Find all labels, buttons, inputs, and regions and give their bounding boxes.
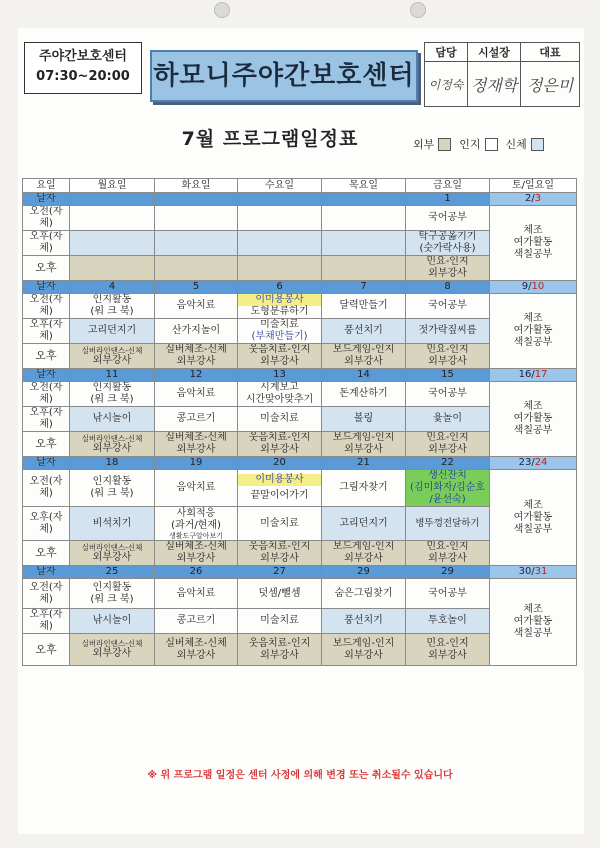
weekend-item: 여가활동: [513, 413, 553, 424]
date-cell: 14: [322, 369, 406, 382]
activity-cell: [238, 382, 322, 407]
activity-cell: 풍선치기: [322, 609, 406, 634]
activity-line: 민요-인지: [426, 432, 469, 443]
header-cell: 화요일: [155, 179, 238, 193]
activity-cell: 음악치료: [155, 470, 238, 507]
weekend-item: 여가활동: [513, 325, 553, 336]
activity-line: 인지활동: [92, 581, 132, 593]
date-cell: [238, 193, 322, 206]
weekend-item: 체조: [523, 225, 543, 236]
date-cell: 22: [406, 457, 490, 470]
activity-line: 실버체조-신체: [165, 432, 227, 443]
activity-line: 인지활동: [92, 294, 132, 305]
activity-line: 시계보고: [260, 382, 299, 393]
activity-line: 외부강사: [260, 649, 299, 661]
table-row: [23, 206, 577, 231]
activity-line: (숫가락사용): [419, 243, 476, 254]
activity-line: 실버체조-신체: [165, 344, 227, 355]
activity-line: 외부강사: [428, 649, 467, 661]
activity-line: 웃음치료-인지: [248, 344, 311, 355]
weekend-item: 여가활동: [513, 511, 553, 523]
activity-line: 인지활동: [92, 476, 132, 487]
activity-line: 외부강사: [176, 356, 216, 367]
activity-cell: [406, 432, 490, 457]
table-row: [23, 579, 577, 609]
slot-label: 오후(자체): [23, 609, 70, 634]
legend-physical-label: 신체: [505, 138, 527, 151]
activity-cell: 윷놀이: [406, 407, 490, 432]
slot-label: 오후(자체): [23, 407, 70, 432]
activity-line: 외부강사: [92, 551, 132, 563]
activity-cell: [155, 231, 238, 256]
activity-cell: [70, 470, 155, 507]
activity-line: 외부강사: [92, 442, 132, 454]
date-label: 날자: [23, 457, 70, 470]
activity-cell: [155, 256, 238, 281]
legend-cognitive-label: 인지: [459, 138, 481, 151]
activity-cell: 낚시놀이: [70, 407, 155, 432]
activity-cell: [238, 206, 322, 231]
sunday-date: 31: [534, 566, 548, 577]
activity-cell: [406, 634, 490, 666]
activity-cell: [238, 294, 322, 319]
activity-cell: 그림자찾기: [322, 470, 406, 507]
activity-cell: [406, 256, 490, 281]
activity-cell: [155, 344, 238, 369]
date-cell: 12: [155, 369, 238, 382]
weekend-activities: [490, 294, 577, 369]
activity-cell: [70, 634, 155, 666]
activity-cell: 음악치료: [155, 382, 238, 407]
weekend-item: 체조: [523, 401, 543, 412]
activity-highlight: 이미용봉사: [238, 294, 321, 306]
date-cell: [322, 193, 406, 206]
weekend-date-cell: 23/24: [490, 457, 577, 470]
weekend-item: 색칠공부: [513, 249, 553, 260]
activity-line: 생활도구알아보기: [168, 531, 224, 540]
activity-line: 외부강사: [260, 444, 299, 455]
header-cell: 토/일요일: [490, 179, 577, 193]
activity-line: 인지활동: [92, 382, 132, 393]
saturday-date: 23: [518, 457, 532, 468]
punch-hole: [214, 2, 230, 18]
weekend-date-cell: 30/31: [490, 566, 577, 579]
date-row: [23, 457, 577, 470]
date-cell: 6: [238, 281, 322, 294]
activity-cell: [70, 432, 155, 457]
activity-line: 외부강사: [428, 553, 467, 564]
weekend-activities: [490, 382, 577, 457]
weekend-item: 체조: [523, 604, 543, 615]
table-row: [23, 294, 577, 319]
activity-cell: 국어공부: [406, 382, 490, 407]
weekend-item: 체조: [523, 499, 543, 511]
activity-cell: [406, 541, 490, 566]
activity-cell: 콩고르기: [155, 407, 238, 432]
slot-label: 오전(자체): [23, 294, 70, 319]
activity-line: 외부강사: [92, 354, 132, 366]
activity-line: 외부강사: [428, 268, 467, 279]
activity-cell: [322, 634, 406, 666]
activity-line: (과거/현재): [171, 519, 221, 531]
activity-line: 보드게임-인지: [332, 432, 395, 443]
weekday-header-row: [23, 179, 577, 193]
slot-label: 오전(자체): [23, 206, 70, 231]
activity-line: 외부강사: [260, 356, 299, 367]
page-title: 하모니주야간보호센터: [150, 50, 418, 102]
date-label: 날자: [23, 193, 70, 206]
weekend-item: 색칠공부: [513, 523, 553, 535]
activity-cell: [70, 256, 155, 281]
activity-cell: 숨은그림찾기: [322, 579, 406, 609]
activity-cell: 음악치료: [155, 579, 238, 609]
saturday-date: 30: [518, 566, 532, 577]
approval-table: [424, 42, 580, 107]
legend-external-label: 외부: [413, 138, 435, 151]
slot-label: 오후: [23, 432, 70, 457]
approval-role: 대표: [521, 43, 580, 62]
weekend-item: 색칠공부: [513, 425, 553, 436]
activity-cell: [406, 231, 490, 256]
activity-cell: 음악치료: [155, 294, 238, 319]
saturday-date: 16: [518, 369, 532, 380]
saturday-date: 2: [524, 193, 532, 204]
weekend-date-cell: 16/17: [490, 369, 577, 382]
activity-line: 실버라인댄스-신체: [81, 542, 143, 552]
activity-cell: 산가지놀이: [155, 319, 238, 344]
center-name: 주야간보호센터: [39, 49, 127, 64]
activity-cell: 국어공부: [406, 206, 490, 231]
weekend-item: 여가활동: [513, 237, 553, 248]
activity-cell: [155, 634, 238, 666]
activity-line: 실버체조-신체: [165, 637, 227, 649]
date-cell: 8: [406, 281, 490, 294]
activity-line: 사회적응: [176, 507, 216, 519]
operating-hours: 07:30~20:00: [36, 69, 130, 84]
activity-cell: 콩고르기: [155, 609, 238, 634]
activity-cell: 달력만들기: [322, 294, 406, 319]
activity-line: 보드게임-인지: [332, 637, 395, 649]
header-cell: 목요일: [322, 179, 406, 193]
schedule-subtitle: 7월 프로그램일정표: [181, 128, 359, 150]
date-label: 날자: [23, 566, 70, 579]
activity-cell: [238, 541, 322, 566]
date-cell: 29: [406, 566, 490, 579]
activity-line: 실버체조-신체: [165, 541, 227, 552]
activity-line: 외부강사: [344, 356, 383, 367]
activity-line: 탁구공옮기기: [418, 231, 477, 242]
date-cell: 21: [322, 457, 406, 470]
date-cell: 11: [70, 369, 155, 382]
activity-line: 생신잔치: [428, 470, 467, 481]
activity-cell: [70, 231, 155, 256]
activity-line: 민요-인지: [426, 344, 469, 355]
activity-line: 실버라인댄스-신체: [81, 345, 143, 355]
slot-label: 오전(자체): [23, 382, 70, 407]
activity-line: 민요-인지: [426, 256, 469, 267]
activity-cell: 투호놀이: [406, 609, 490, 634]
date-row: [23, 281, 577, 294]
date-row: [23, 193, 577, 206]
weekend-activities: [490, 579, 577, 666]
activity-cell: [406, 344, 490, 369]
activity-cell-birthday: [406, 470, 490, 507]
date-cell: 15: [406, 369, 490, 382]
activity-cell: [322, 231, 406, 256]
activity-line: (워 크 북): [90, 593, 134, 605]
date-cell: 5: [155, 281, 238, 294]
legend-physical-swatch: [531, 138, 544, 151]
activity-line: 외부강사: [344, 444, 383, 455]
date-cell: 26: [155, 566, 238, 579]
activity-line: /윤선숙): [429, 494, 466, 505]
weekend-item: 색칠공부: [513, 337, 553, 348]
activity-line: 웃음치료-인지: [248, 432, 311, 443]
activity-cell: [322, 541, 406, 566]
activity-line: 외부강사: [344, 649, 383, 661]
date-row: [23, 566, 577, 579]
activity-line: 민요-인지: [426, 637, 469, 649]
date-cell: 13: [238, 369, 322, 382]
weekend-item: 색칠공부: [513, 628, 553, 639]
notice-text: ※ 위 프로그램 일정은 센터 사정에 의해 변경 또는 취소될수 있습니다: [147, 770, 453, 781]
date-label: 날자: [23, 369, 70, 382]
activity-line: 민요-인지: [426, 541, 469, 552]
activity-line: (워 크 북): [90, 488, 134, 499]
activity-cell: [238, 231, 322, 256]
activity-line: 보드게임-인지: [332, 541, 395, 552]
sunday-date: 10: [531, 281, 545, 292]
activity-cell: [238, 319, 322, 344]
activity-cell: 돈계산하기: [322, 382, 406, 407]
date-cell: 25: [70, 566, 155, 579]
date-cell: [155, 193, 238, 206]
schedule-table: [22, 178, 577, 666]
date-cell: 18: [70, 457, 155, 470]
activity-cell: 미술치료: [238, 407, 322, 432]
activity-line: 외부강사: [176, 553, 216, 564]
sunday-date: 17: [534, 369, 548, 380]
header-cell: 월요일: [70, 179, 155, 193]
header-cell: 금요일: [406, 179, 490, 193]
sunday-date: 3: [534, 193, 542, 204]
activity-highlight: 이미용봉사: [238, 474, 321, 486]
activity-cell: [238, 344, 322, 369]
weekend-activities: [490, 206, 577, 281]
activity-cell: [322, 256, 406, 281]
legend: [413, 136, 548, 152]
activity-cell: [322, 206, 406, 231]
date-cell: 1: [406, 193, 490, 206]
header-cell: 수요일: [238, 179, 322, 193]
weekend-activities: [490, 470, 577, 566]
activity-cell: [70, 541, 155, 566]
date-cell: 4: [70, 281, 155, 294]
date-cell: 19: [155, 457, 238, 470]
activity-cell: [70, 579, 155, 609]
activity-cell: [155, 507, 238, 541]
legend-cognitive-swatch: [485, 138, 498, 151]
activity-cell: 젓가락짚씨름: [406, 319, 490, 344]
slot-label: 오후(자체): [23, 507, 70, 541]
activity-cell: [70, 344, 155, 369]
activity-cell: 국어공부: [406, 294, 490, 319]
activity-line: (워 크 북): [90, 306, 134, 317]
center-info-box: [24, 42, 142, 94]
weekend-date-cell: 2/3: [490, 193, 577, 206]
activity-line: 시간맞아맞추기: [245, 394, 314, 405]
activity-cell: [238, 470, 322, 507]
slot-label: 오전(자체): [23, 470, 70, 507]
activity-cell: [155, 206, 238, 231]
activity-line: (김미화자/김순호: [410, 482, 485, 493]
activity-cell: 낚시놀이: [70, 609, 155, 634]
date-cell: 20: [238, 457, 322, 470]
activity-cell: [155, 541, 238, 566]
activity-cell: 볼링: [322, 407, 406, 432]
activity-cell: 미술치료: [238, 609, 322, 634]
activity-cell: [155, 432, 238, 457]
legend-external-swatch: [438, 138, 451, 151]
activity-cell: 비석치기: [70, 507, 155, 541]
activity-cell: 고리던지기: [322, 507, 406, 541]
activity-cell: [70, 382, 155, 407]
slot-label: 오후(자체): [23, 319, 70, 344]
date-label: 날자: [23, 281, 70, 294]
activity-cell: 덧셈/뺄셈: [238, 579, 322, 609]
activity-line: 웃음치료-인지: [248, 541, 311, 552]
date-cell: 29: [322, 566, 406, 579]
slot-label: 오후: [23, 256, 70, 281]
signature: 정재학: [468, 62, 521, 107]
activity-line: 외부강사: [344, 553, 383, 564]
activity-cell: [322, 344, 406, 369]
activity-cell: [70, 294, 155, 319]
weekend-item: 여가활동: [513, 616, 553, 627]
date-cell: [70, 193, 155, 206]
weekend-item: 체조: [523, 313, 543, 324]
approval-role: 시설장: [468, 43, 521, 62]
activity-line: 외부강사: [428, 444, 467, 455]
approval-role: 담당: [425, 43, 468, 62]
activity-line: 웃음치료-인지: [248, 637, 311, 649]
saturday-date: 9: [521, 281, 529, 292]
punch-hole: [410, 2, 426, 18]
activity-cell: [70, 206, 155, 231]
activity-line: (부채만들기): [251, 331, 308, 342]
activity-line: 보드게임-인지: [332, 344, 395, 355]
header-cell: 요일: [23, 179, 70, 193]
date-cell: 27: [238, 566, 322, 579]
activity-cell: 병뚜껑전달하기: [406, 507, 490, 541]
activity-line: 외부강사: [176, 444, 216, 455]
slot-label: 오후: [23, 541, 70, 566]
activity-line: 외부강사: [176, 649, 216, 661]
slot-label: 오후: [23, 634, 70, 666]
activity-line: 외부강사: [260, 553, 299, 564]
table-row: [23, 382, 577, 407]
date-cell: 7: [322, 281, 406, 294]
activity-line: 실버라인댄스-신체: [81, 639, 143, 648]
table-row: [23, 470, 577, 507]
signature: 이정숙: [425, 62, 468, 107]
sunday-date: 24: [534, 457, 548, 468]
activity-line: 미술치료: [260, 319, 299, 330]
slot-label: 오전(자체): [23, 579, 70, 609]
activity-cell: [322, 432, 406, 457]
activity-line: 끝말이어가기: [250, 490, 309, 501]
activity-cell: [238, 256, 322, 281]
slot-label: 오후(자체): [23, 231, 70, 256]
activity-line: 외부강사: [428, 356, 467, 367]
activity-cell: 고리던지기: [70, 319, 155, 344]
activity-line: 실버라인댄스-신체: [81, 433, 143, 443]
date-row: [23, 369, 577, 382]
activity-cell: [238, 634, 322, 666]
activity-cell: 풍선치기: [322, 319, 406, 344]
weekend-date-cell: 9/10: [490, 281, 577, 294]
activity-cell: [238, 432, 322, 457]
activity-cell: 미술치료: [238, 507, 322, 541]
activity-line: 외부강사: [92, 648, 132, 659]
activity-line: 도형분류하기: [250, 306, 309, 317]
slot-label: 오후: [23, 344, 70, 369]
activity-cell: 국어공부: [406, 579, 490, 609]
signature: 정은미: [521, 62, 580, 107]
activity-line: (워 크 북): [90, 394, 134, 405]
